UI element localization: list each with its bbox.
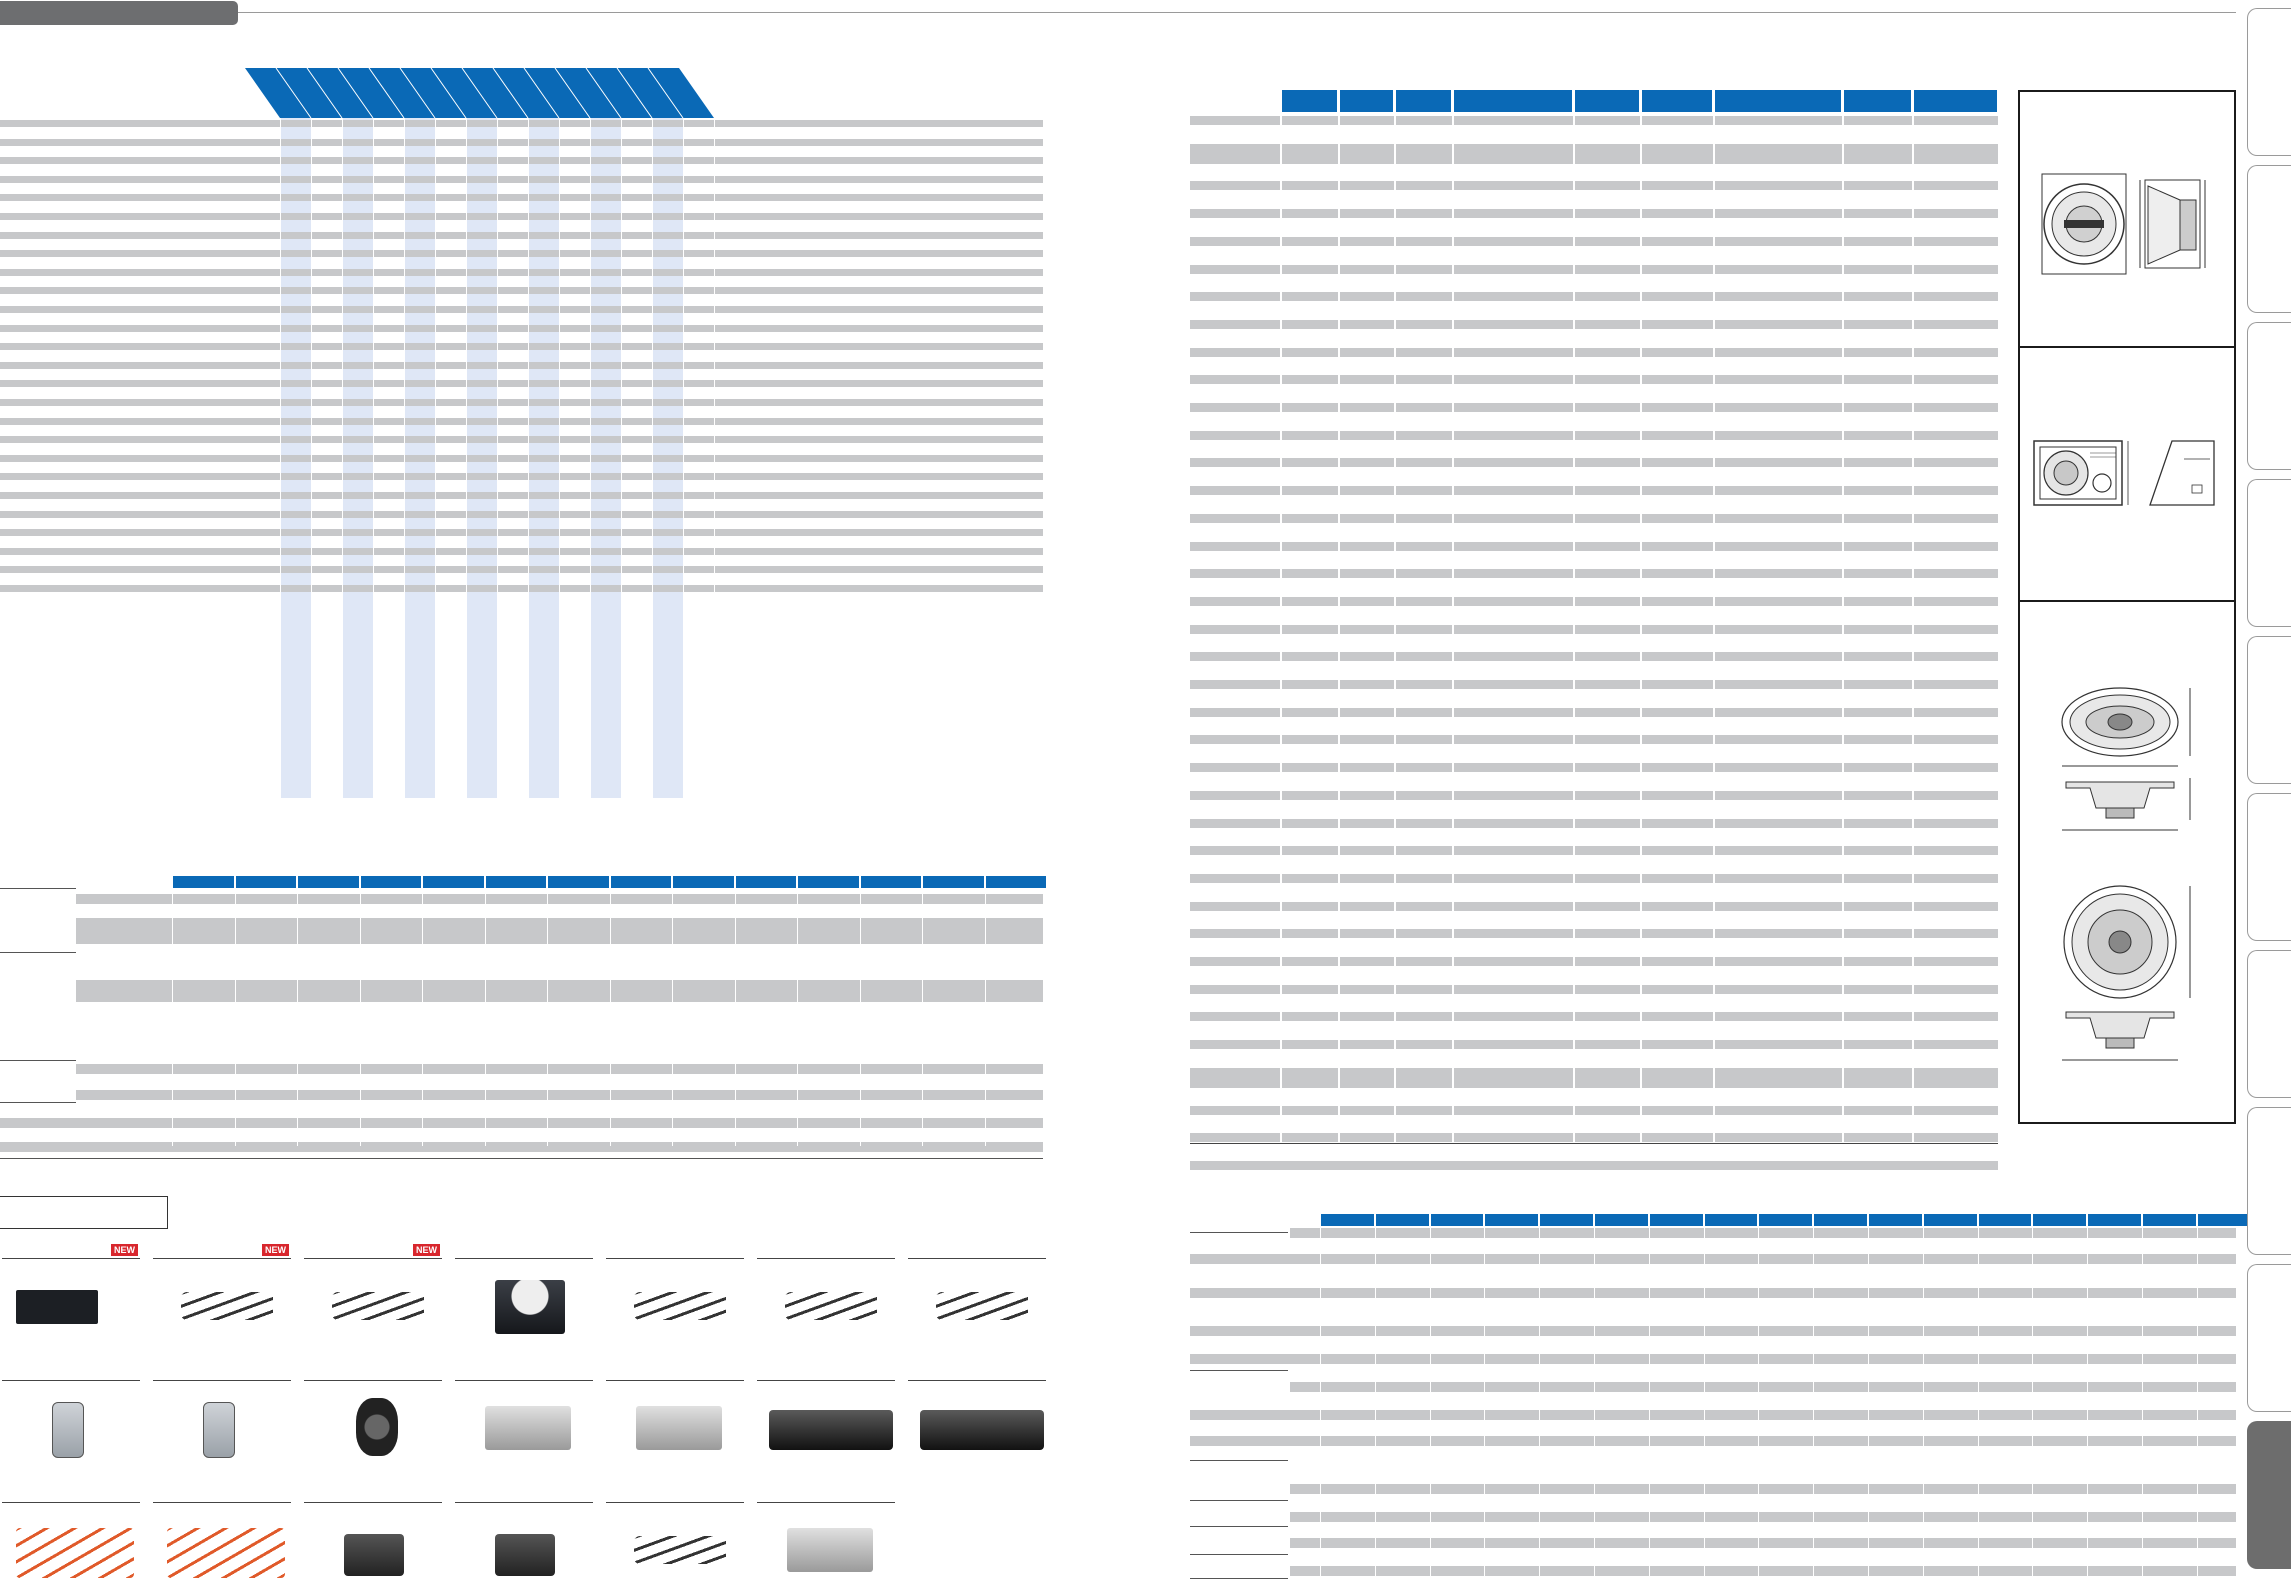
bluetooth-adapter-icon (634, 1292, 726, 1320)
column-divider (2087, 1214, 2088, 1576)
remote-control-icon (52, 1402, 84, 1458)
column-header-cell (1814, 1214, 1867, 1226)
noise-filter-image[interactable] (304, 1506, 442, 1596)
side-nav-tab[interactable] (2247, 1421, 2291, 1569)
speaker-spec-table (1190, 90, 1998, 1150)
row-group-rule (1190, 1500, 1288, 1501)
column-header-cell (1843, 90, 1911, 112)
steering-remote-image[interactable] (304, 1384, 442, 1474)
table-row (1190, 819, 1998, 828)
bluetooth-adapter-image[interactable] (606, 1262, 744, 1352)
row-group-rule (0, 952, 76, 953)
speaker-diagram-frame (2018, 90, 2236, 1124)
column-divider (1047, 876, 1048, 1146)
row-group-rule (0, 888, 76, 889)
table-row (1290, 1512, 2236, 1522)
column-divider (1868, 1214, 1869, 1576)
table-row (0, 325, 1043, 332)
accessory-label-rule (2, 1502, 140, 1503)
column-divider (1594, 1214, 1595, 1576)
sleeve-mounting-kit-icon (769, 1410, 893, 1450)
column-header-cell (1431, 1214, 1484, 1226)
column-divider (311, 118, 312, 798)
column-divider (466, 118, 467, 798)
table-row (1190, 763, 1998, 772)
microphone-cable-icon (181, 1292, 273, 1320)
column-divider (1842, 90, 1844, 1145)
column-divider (1539, 1214, 1540, 1576)
column-divider (1640, 90, 1642, 1145)
column-divider (2032, 1214, 2033, 1576)
accessory-label-rule (304, 1258, 442, 1259)
table-row (1190, 1410, 2236, 1420)
table-row (0, 380, 1043, 387)
accessory-label-rule (455, 1380, 593, 1381)
column-header-cell (1574, 90, 1639, 112)
accessory-label-rule (2, 1258, 140, 1259)
column-divider (280, 118, 281, 798)
column-header-cell (1339, 90, 1393, 112)
table-row (0, 529, 1043, 536)
column-divider (360, 876, 361, 1146)
table-row (1190, 929, 1998, 938)
noise-filter-icon (344, 1534, 404, 1576)
table-row (1190, 846, 1998, 855)
in-dash-chassis-icon (920, 1410, 1044, 1450)
column-divider (1430, 1214, 1431, 1576)
table-row (1190, 375, 1998, 384)
wired-interface-box-icon (636, 1406, 722, 1450)
side-nav-tab[interactable] (2247, 8, 2291, 156)
table-row (0, 250, 1043, 257)
column-header-cell (298, 876, 359, 888)
table-row (0, 269, 1043, 276)
column-header-cell (236, 876, 297, 888)
table-row (1190, 902, 1998, 911)
column-divider (2197, 1214, 2198, 1576)
column-divider (683, 118, 684, 798)
table-row (1190, 985, 1998, 994)
table-row (1190, 209, 1998, 218)
column-divider (547, 876, 548, 1146)
table-row (0, 473, 1043, 480)
table-row (1190, 708, 1998, 717)
column-divider (1394, 90, 1396, 1145)
table-row (1190, 320, 1998, 329)
table-row (0, 213, 1043, 220)
sleeve-mounting-kit-image[interactable] (757, 1384, 895, 1474)
power-wiring-kit-image[interactable] (153, 1506, 291, 1596)
table-row (1190, 116, 1998, 125)
column-divider (422, 876, 423, 1146)
accessory-label-rule (606, 1380, 744, 1381)
rca-adapter-cable-image[interactable] (757, 1506, 895, 1596)
column-header-cell (423, 876, 484, 888)
table-row (1190, 1012, 1998, 1021)
column-header-cell (673, 876, 734, 888)
table-row (1190, 1068, 1998, 1088)
table-row (1190, 791, 1998, 800)
accessory-label-rule (757, 1502, 895, 1503)
new-badge: NEW (262, 1244, 289, 1256)
table-row (1190, 1133, 1998, 1142)
column-divider (235, 876, 236, 1146)
remote-control-icon (203, 1402, 235, 1458)
spec-table-bottom-right (1190, 1210, 2236, 1580)
table-row (1190, 486, 1998, 495)
column-header-cell (1913, 90, 1997, 112)
accessory-label-rule (908, 1380, 1046, 1381)
side-nav-tab[interactable] (2247, 479, 2291, 627)
column-header-cell (2033, 1214, 2086, 1226)
table-row (0, 139, 1043, 146)
table-row (1190, 1106, 1998, 1115)
remote-control-image[interactable] (153, 1384, 291, 1474)
column-header-cell (611, 876, 672, 888)
table-row (1190, 1326, 2236, 1336)
relay-box-icon (495, 1534, 555, 1576)
control-box-cable-icon (634, 1536, 726, 1564)
table-row (1190, 1354, 2236, 1364)
accessory-label-rule (153, 1258, 291, 1259)
control-box-cable-image[interactable] (606, 1506, 744, 1596)
table-row (1190, 680, 1998, 689)
table-row (1190, 1161, 1998, 1170)
diagram-divider (2020, 346, 2234, 348)
navigation-unit-with-cables-icon (16, 1290, 98, 1324)
new-badge: NEW (413, 1244, 440, 1256)
table-row (76, 918, 1043, 944)
table-bottom-rule (1190, 1143, 1998, 1144)
column-divider (172, 876, 173, 1146)
column-header-cell (1485, 1214, 1538, 1226)
column-divider (610, 876, 611, 1146)
column-divider (297, 876, 298, 1146)
rca-adapter-cable-icon (787, 1528, 873, 1572)
table-row (1190, 348, 1998, 357)
column-header-cell (1395, 90, 1451, 112)
column-header-cell (173, 876, 234, 888)
table-row (1190, 957, 1998, 966)
table-row (1190, 403, 1998, 412)
column-divider (652, 118, 653, 798)
enclosed-subwoofer-dimension-diagram (2032, 437, 2228, 512)
accessory-label-rule (757, 1258, 895, 1259)
column-header-cell (1453, 90, 1572, 112)
subwoofer-dimension-diagram (2040, 172, 2220, 282)
side-nav-tab[interactable] (2247, 636, 2291, 784)
row-group-rule (1190, 1578, 1288, 1579)
table-row (0, 194, 1043, 201)
column-divider (342, 118, 343, 798)
table-row (0, 157, 1043, 164)
column-divider (1978, 1214, 1979, 1576)
column-header-cell (923, 876, 984, 888)
side-nav-tab[interactable] (2247, 322, 2291, 470)
column-divider (1912, 90, 1914, 1145)
table-row (0, 399, 1043, 406)
column-header-cell (2143, 1214, 2196, 1226)
column-divider (373, 118, 374, 798)
row-group-rule (1190, 1232, 1288, 1233)
table-row (1190, 181, 1998, 190)
table-row (1190, 625, 1998, 634)
column-divider (1704, 1214, 1705, 1576)
column-header-cell (736, 876, 797, 888)
usb-interface-cable-image[interactable] (304, 1262, 442, 1352)
column-divider (485, 876, 486, 1146)
mounting-kit-image[interactable] (908, 1262, 1046, 1352)
accessory-label-rule (606, 1502, 744, 1503)
table-row (0, 1142, 1043, 1152)
column-divider (985, 876, 986, 1146)
table-row (1290, 1484, 2236, 1494)
table-row (1190, 265, 1998, 274)
accessory-label-rule (153, 1380, 291, 1381)
adapter-cable-icon (485, 1406, 571, 1450)
table-row (1290, 1538, 2236, 1548)
column-divider (559, 118, 560, 798)
remote-control-image[interactable] (2, 1384, 140, 1474)
table-row (0, 120, 1043, 127)
row-group-rule (1190, 1460, 1288, 1461)
column-divider (1320, 1214, 1321, 1576)
relay-box-image[interactable] (455, 1506, 593, 1596)
table-row (1190, 1040, 1998, 1049)
usb-interface-cable-icon (332, 1292, 424, 1320)
table-row (1190, 874, 1998, 883)
table-row (0, 306, 1043, 313)
column-divider (1375, 1214, 1376, 1576)
mounting-kit-icon (936, 1292, 1028, 1320)
table-row (0, 455, 1043, 462)
adapter-cable-image[interactable] (455, 1384, 593, 1474)
table-row (1290, 1566, 2236, 1576)
accessory-label-rule (153, 1502, 291, 1503)
new-badge: NEW (111, 1244, 138, 1256)
side-nav-tab[interactable] (2247, 950, 2291, 1098)
row-group-rule (0, 1158, 1043, 1159)
table-row (0, 436, 1043, 443)
table-row (1190, 144, 1998, 164)
row-group-rule (0, 1102, 76, 1103)
diagram-divider (2020, 600, 2234, 602)
table-row (0, 492, 1043, 499)
table-row (0, 287, 1043, 294)
column-divider (860, 876, 861, 1146)
column-header-cell (1376, 1214, 1429, 1226)
column-header-cell (1595, 1214, 1648, 1226)
tuner-box-with-coiled-antenna-icon (495, 1280, 565, 1334)
table-row (1190, 569, 1998, 578)
table-row (0, 176, 1043, 183)
table-row (0, 232, 1043, 239)
table-row (0, 566, 1043, 573)
table-row (1190, 458, 1998, 467)
table-row (0, 418, 1043, 425)
table-row (0, 548, 1043, 555)
spec-table-secondary (0, 872, 1045, 1152)
tuner-box-with-coiled-antenna-image[interactable] (455, 1262, 593, 1352)
table-row (1190, 514, 1998, 523)
accessory-label-rule (757, 1380, 895, 1381)
accessory-label-rule (304, 1380, 442, 1381)
column-header-cell (1759, 1214, 1812, 1226)
slanted-column-header (0, 68, 1045, 128)
column-divider (1923, 1214, 1924, 1576)
table-row (76, 1090, 1043, 1100)
table-row (76, 894, 1043, 904)
side-nav-tab[interactable] (2247, 165, 2291, 313)
interface-cable-image[interactable] (757, 1262, 895, 1352)
column-divider (590, 118, 591, 798)
table-row (1190, 1436, 2236, 1446)
column-divider (672, 876, 673, 1146)
column-divider (735, 876, 736, 1146)
column-divider (1758, 1214, 1759, 1576)
wired-interface-box-image[interactable] (606, 1384, 744, 1474)
table-row (0, 1118, 1043, 1128)
column-header-cell (361, 876, 422, 888)
column-divider (1280, 90, 1282, 1145)
section-tab[interactable] (0, 1, 238, 25)
column-divider (797, 876, 798, 1146)
accessory-label-rule (304, 1502, 442, 1503)
row-group-rule (0, 1060, 76, 1061)
column-header-cell (548, 876, 609, 888)
header-rule (238, 12, 2236, 13)
interface-cable-icon (785, 1292, 877, 1320)
table-row (1190, 292, 1998, 301)
column-header-cell (986, 876, 1047, 888)
column-header-cell (1705, 1214, 1758, 1226)
column-divider (1338, 90, 1340, 1145)
column-header-cell (486, 876, 547, 888)
column-header-cell (1924, 1214, 1977, 1226)
in-dash-chassis-image[interactable] (908, 1384, 1046, 1474)
column-header-cell (1321, 1214, 1374, 1226)
accessory-label-rule (2, 1380, 140, 1381)
table-row (0, 343, 1043, 350)
column-divider (1573, 90, 1575, 1145)
table-row (1190, 597, 1998, 606)
column-divider (1452, 90, 1454, 1145)
side-nav-tab[interactable] (2247, 1107, 2291, 1255)
column-header-cell (2198, 1214, 2251, 1226)
steering-remote-icon (356, 1398, 398, 1456)
table-row (1190, 1254, 2236, 1264)
accessory-label-rule (455, 1258, 593, 1259)
row-group-rule (1190, 1370, 1288, 1371)
accessory-label-rule (908, 1258, 1046, 1259)
column-header-cell (2088, 1214, 2141, 1226)
column-header-cell (1281, 90, 1337, 112)
row-group-rule (1190, 1526, 1288, 1527)
column-divider (404, 118, 405, 798)
table-row (1190, 652, 1998, 661)
table-row (1290, 1382, 2236, 1392)
table-row (1190, 431, 1998, 440)
table-row (0, 585, 1043, 592)
table-row (0, 362, 1043, 369)
column-divider (2142, 1214, 2143, 1576)
column-divider (714, 118, 715, 798)
column-header-cell (1540, 1214, 1593, 1226)
table-row (76, 980, 1043, 1002)
table-row (1190, 542, 1998, 551)
navigation-unit-with-cables-image[interactable] (2, 1262, 140, 1352)
accessory-label-rule (455, 1502, 593, 1503)
column-header-cell (1650, 1214, 1703, 1226)
column-divider (528, 118, 529, 798)
column-divider (1813, 1214, 1814, 1576)
header-subrow (1290, 1228, 2236, 1238)
power-wiring-kit-icon (167, 1528, 285, 1578)
table-row (1190, 237, 1998, 246)
side-nav-tab[interactable] (2247, 793, 2291, 941)
microphone-cable-image[interactable] (153, 1262, 291, 1352)
accessory-label-rule (606, 1258, 744, 1259)
amplifier-wiring-kit-image[interactable] (2, 1506, 140, 1596)
accessories-grid (0, 1240, 1045, 1588)
column-header-cell (1714, 90, 1841, 112)
column-divider (1649, 1214, 1650, 1576)
column-header-cell (861, 876, 922, 888)
table-row (76, 1064, 1043, 1074)
column-divider (497, 118, 498, 798)
column-header-cell (1979, 1214, 2032, 1226)
column-header-cell (798, 876, 859, 888)
table-row (1190, 735, 1998, 744)
column-divider (922, 876, 923, 1146)
column-header-cell (1869, 1214, 1922, 1226)
amplifier-wiring-kit-icon (16, 1528, 134, 1578)
accessories-heading-box (0, 1196, 168, 1229)
oval-coaxial-speaker-dimension-diagram (2060, 682, 2210, 1092)
row-group-rule (1190, 1554, 1288, 1555)
spec-table-main (0, 68, 1045, 808)
table-row (0, 511, 1043, 518)
column-divider (435, 118, 436, 798)
column-header-cell (1641, 90, 1712, 112)
column-divider (621, 118, 622, 798)
table-row (1190, 1288, 2236, 1298)
column-divider (1484, 1214, 1485, 1576)
side-nav-tab[interactable] (2247, 1264, 2291, 1412)
column-divider (1713, 90, 1715, 1145)
